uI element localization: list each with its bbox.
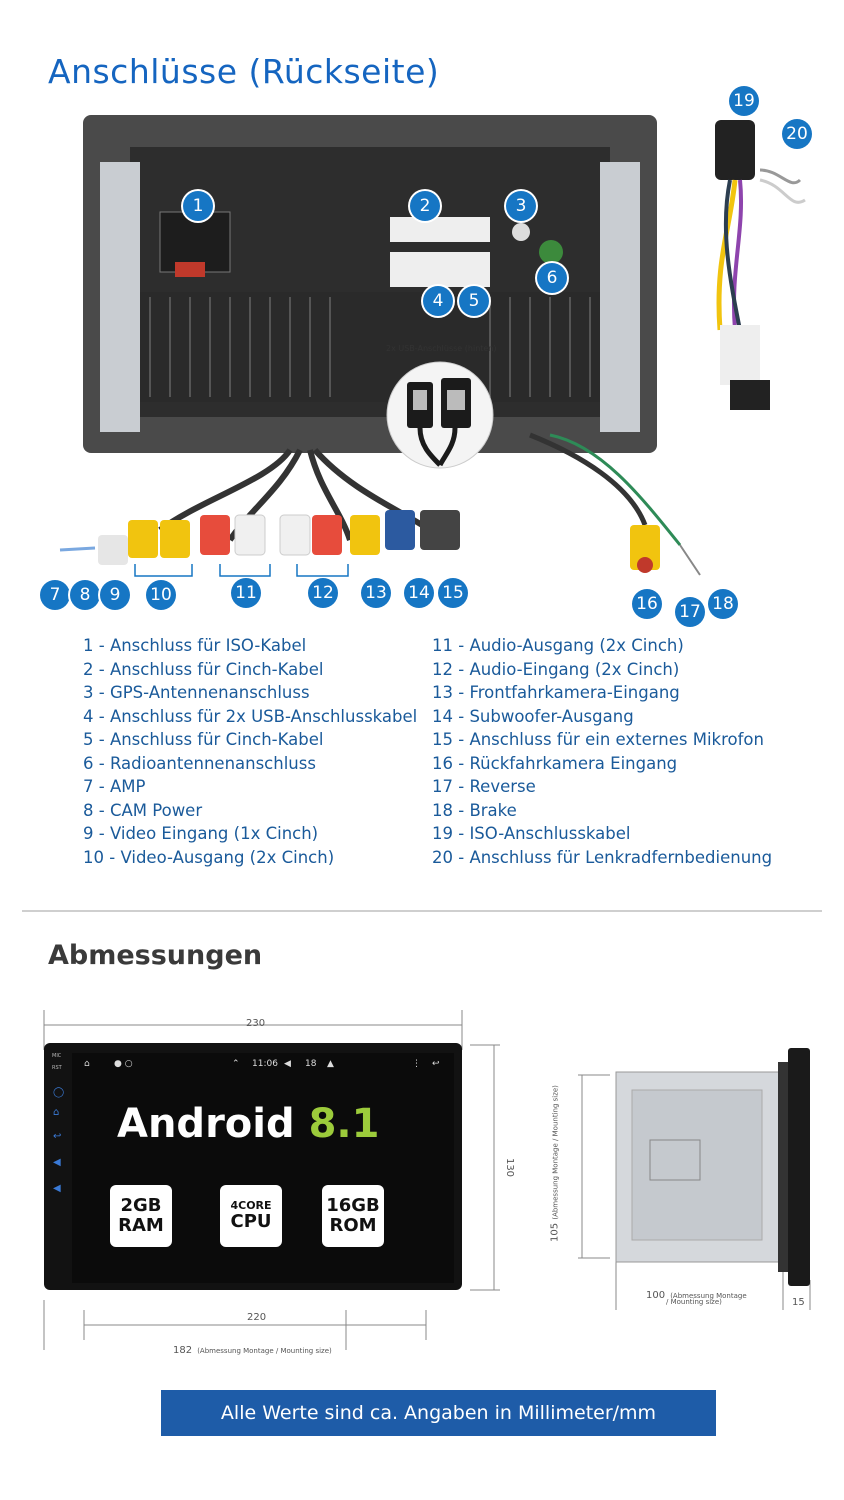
iso-harness-photo: [690, 110, 820, 430]
badge-19: 19: [729, 86, 759, 116]
rom-chip: [322, 1185, 384, 1247]
badge-9: 9: [100, 580, 130, 610]
badge-5: 5: [459, 286, 489, 316]
usb-note: 2x USB-Anschlüsse (hinten): [386, 344, 497, 353]
legend-item: 3 - GPS-Antennenanschluss: [83, 683, 310, 702]
wifi-icon: ⌃: [232, 1059, 240, 1069]
volume-up-icon[interactable]: ◀: [53, 1157, 61, 1168]
status-bar: [72, 1053, 454, 1075]
section-divider: [22, 910, 822, 912]
dim-width-total: 230: [246, 1018, 266, 1029]
ram-size: 2GB: [120, 1195, 162, 1216]
section-title-connections: Anschlüsse (Rückseite): [48, 52, 440, 91]
dim-mount-width: 182: [173, 1345, 193, 1356]
brightness-icon[interactable]: ▲: [327, 1059, 334, 1069]
badge-10: 10: [146, 580, 176, 610]
legend-item: 8 - CAM Power: [83, 800, 203, 820]
dim-mount-width-label: [173, 1338, 332, 1357]
home-button-icon[interactable]: ⌂: [53, 1107, 60, 1118]
badge-17: 17: [675, 597, 705, 627]
legend-item: 10 - Video-Ausgang (2x Cinch): [83, 847, 335, 867]
badge-6: 6: [537, 263, 567, 293]
section-title-dimensions: Abmessungen: [48, 940, 263, 971]
legend-item: 13 - Frontfahrkamera-Eingang: [432, 683, 680, 702]
badge-18: 18: [708, 589, 738, 619]
android-word: Android: [117, 1101, 295, 1147]
dim-height-total: 130: [504, 1157, 516, 1178]
badge-1: 1: [183, 191, 213, 221]
status-number: 18: [305, 1059, 317, 1069]
power-icon[interactable]: ◯: [53, 1087, 65, 1098]
badge-14: 14: [404, 578, 434, 608]
android-banner: [117, 1101, 379, 1147]
back-button-icon[interactable]: ↩: [53, 1131, 62, 1142]
rst-label: RST: [52, 1065, 62, 1071]
dim-depth-mount: 100: [646, 1290, 666, 1301]
badge-13: 13: [361, 578, 391, 608]
badge-3: 3: [506, 191, 536, 221]
legend-item: 5 - Anschluss für Cinch-Kabel: [83, 730, 324, 749]
legend-item: 19 - ISO-Anschlusskabel: [432, 824, 631, 843]
badge-4: 4: [423, 286, 453, 316]
legend-item: 11 - Audio-Ausgang (2x Cinch): [432, 636, 684, 655]
volume-icon[interactable]: ◀: [284, 1059, 291, 1069]
badge-16: 16: [632, 589, 662, 619]
legend-right: [432, 634, 772, 869]
legend-item: 20 - Anschluss für Lenkradfernbedienung: [432, 847, 773, 867]
legend-item: 15 - Anschluss für ein externes Mikrofon: [432, 730, 764, 749]
ram-label: RAM: [118, 1215, 164, 1236]
dim-depth-mount-note-b: / Mounting size): [666, 1298, 722, 1306]
rear-panel-photo: [80, 112, 660, 457]
dim-depth-mount-note-a: (Abmessung Montage: [670, 1292, 747, 1300]
legend-item: 2 - Anschluss für Cinch-Kabel: [83, 659, 324, 679]
device-front: [44, 1043, 462, 1290]
legend-item: 4 - Anschluss für 2x USB-Anschlusskabel: [83, 706, 418, 726]
home-icon[interactable]: ⌂: [84, 1059, 90, 1069]
dim-mount-height-note: (Abmessung Montage / Mounting size): [551, 1085, 560, 1220]
device-screen: [72, 1053, 454, 1283]
cpu-top: 4CORE: [230, 1199, 272, 1212]
volume-down-icon[interactable]: ◀: [53, 1183, 61, 1194]
legend-left: [83, 634, 417, 869]
rom-label: ROM: [329, 1215, 377, 1236]
status-time: 11:06: [252, 1059, 278, 1069]
badge-7: 7: [40, 580, 70, 610]
legend-item: 9 - Video Eingang (1x Cinch): [83, 824, 319, 843]
legend-item: 6 - Radioantennenanschluss: [83, 753, 316, 773]
legend-item: 18 - Brake: [432, 800, 517, 820]
legend-item: 7 - AMP: [83, 777, 146, 796]
android-version: 8.1: [308, 1101, 380, 1147]
mic-label: MIC: [52, 1053, 62, 1059]
dim-depth-front: 15: [792, 1297, 805, 1308]
legend-item: 16 - Rückfahrkamera Eingang: [432, 753, 678, 773]
location-icon: ● ○: [114, 1059, 133, 1069]
dim-mount-height: [550, 1079, 561, 1249]
badge-12: 12: [308, 578, 338, 608]
legend-item: 1 - Anschluss für ISO-Kabel: [83, 636, 307, 655]
footer-note: Alle Werte sind ca. Angaben in Millimeter/mm: [161, 1390, 716, 1436]
badge-8: 8: [70, 580, 100, 610]
dim-mount-height-value: 105: [549, 1222, 561, 1242]
dim-width-glass: 220: [247, 1312, 267, 1323]
badge-11: 11: [231, 578, 261, 608]
legend-item: 14 - Subwoofer-Ausgang: [432, 706, 634, 726]
group-brackets: [0, 560, 844, 580]
badge-15: 15: [438, 578, 468, 608]
badge-2: 2: [410, 191, 440, 221]
side-view-drawing: [550, 1040, 840, 1320]
legend-item: 17 - Reverse: [432, 777, 536, 796]
legend-item: 12 - Audio-Eingang (2x Cinch): [432, 659, 680, 679]
menu-icon[interactable]: ⋮: [412, 1059, 421, 1069]
badge-20: 20: [782, 119, 812, 149]
cpu-label: CPU: [230, 1211, 272, 1232]
rom-size: 16GB: [326, 1195, 380, 1216]
back-icon[interactable]: ↩: [432, 1059, 440, 1069]
ram-chip: [110, 1185, 172, 1247]
cpu-chip: [220, 1185, 282, 1247]
dim-mount-width-note: (Abmessung Montage / Mounting size): [197, 1347, 332, 1355]
